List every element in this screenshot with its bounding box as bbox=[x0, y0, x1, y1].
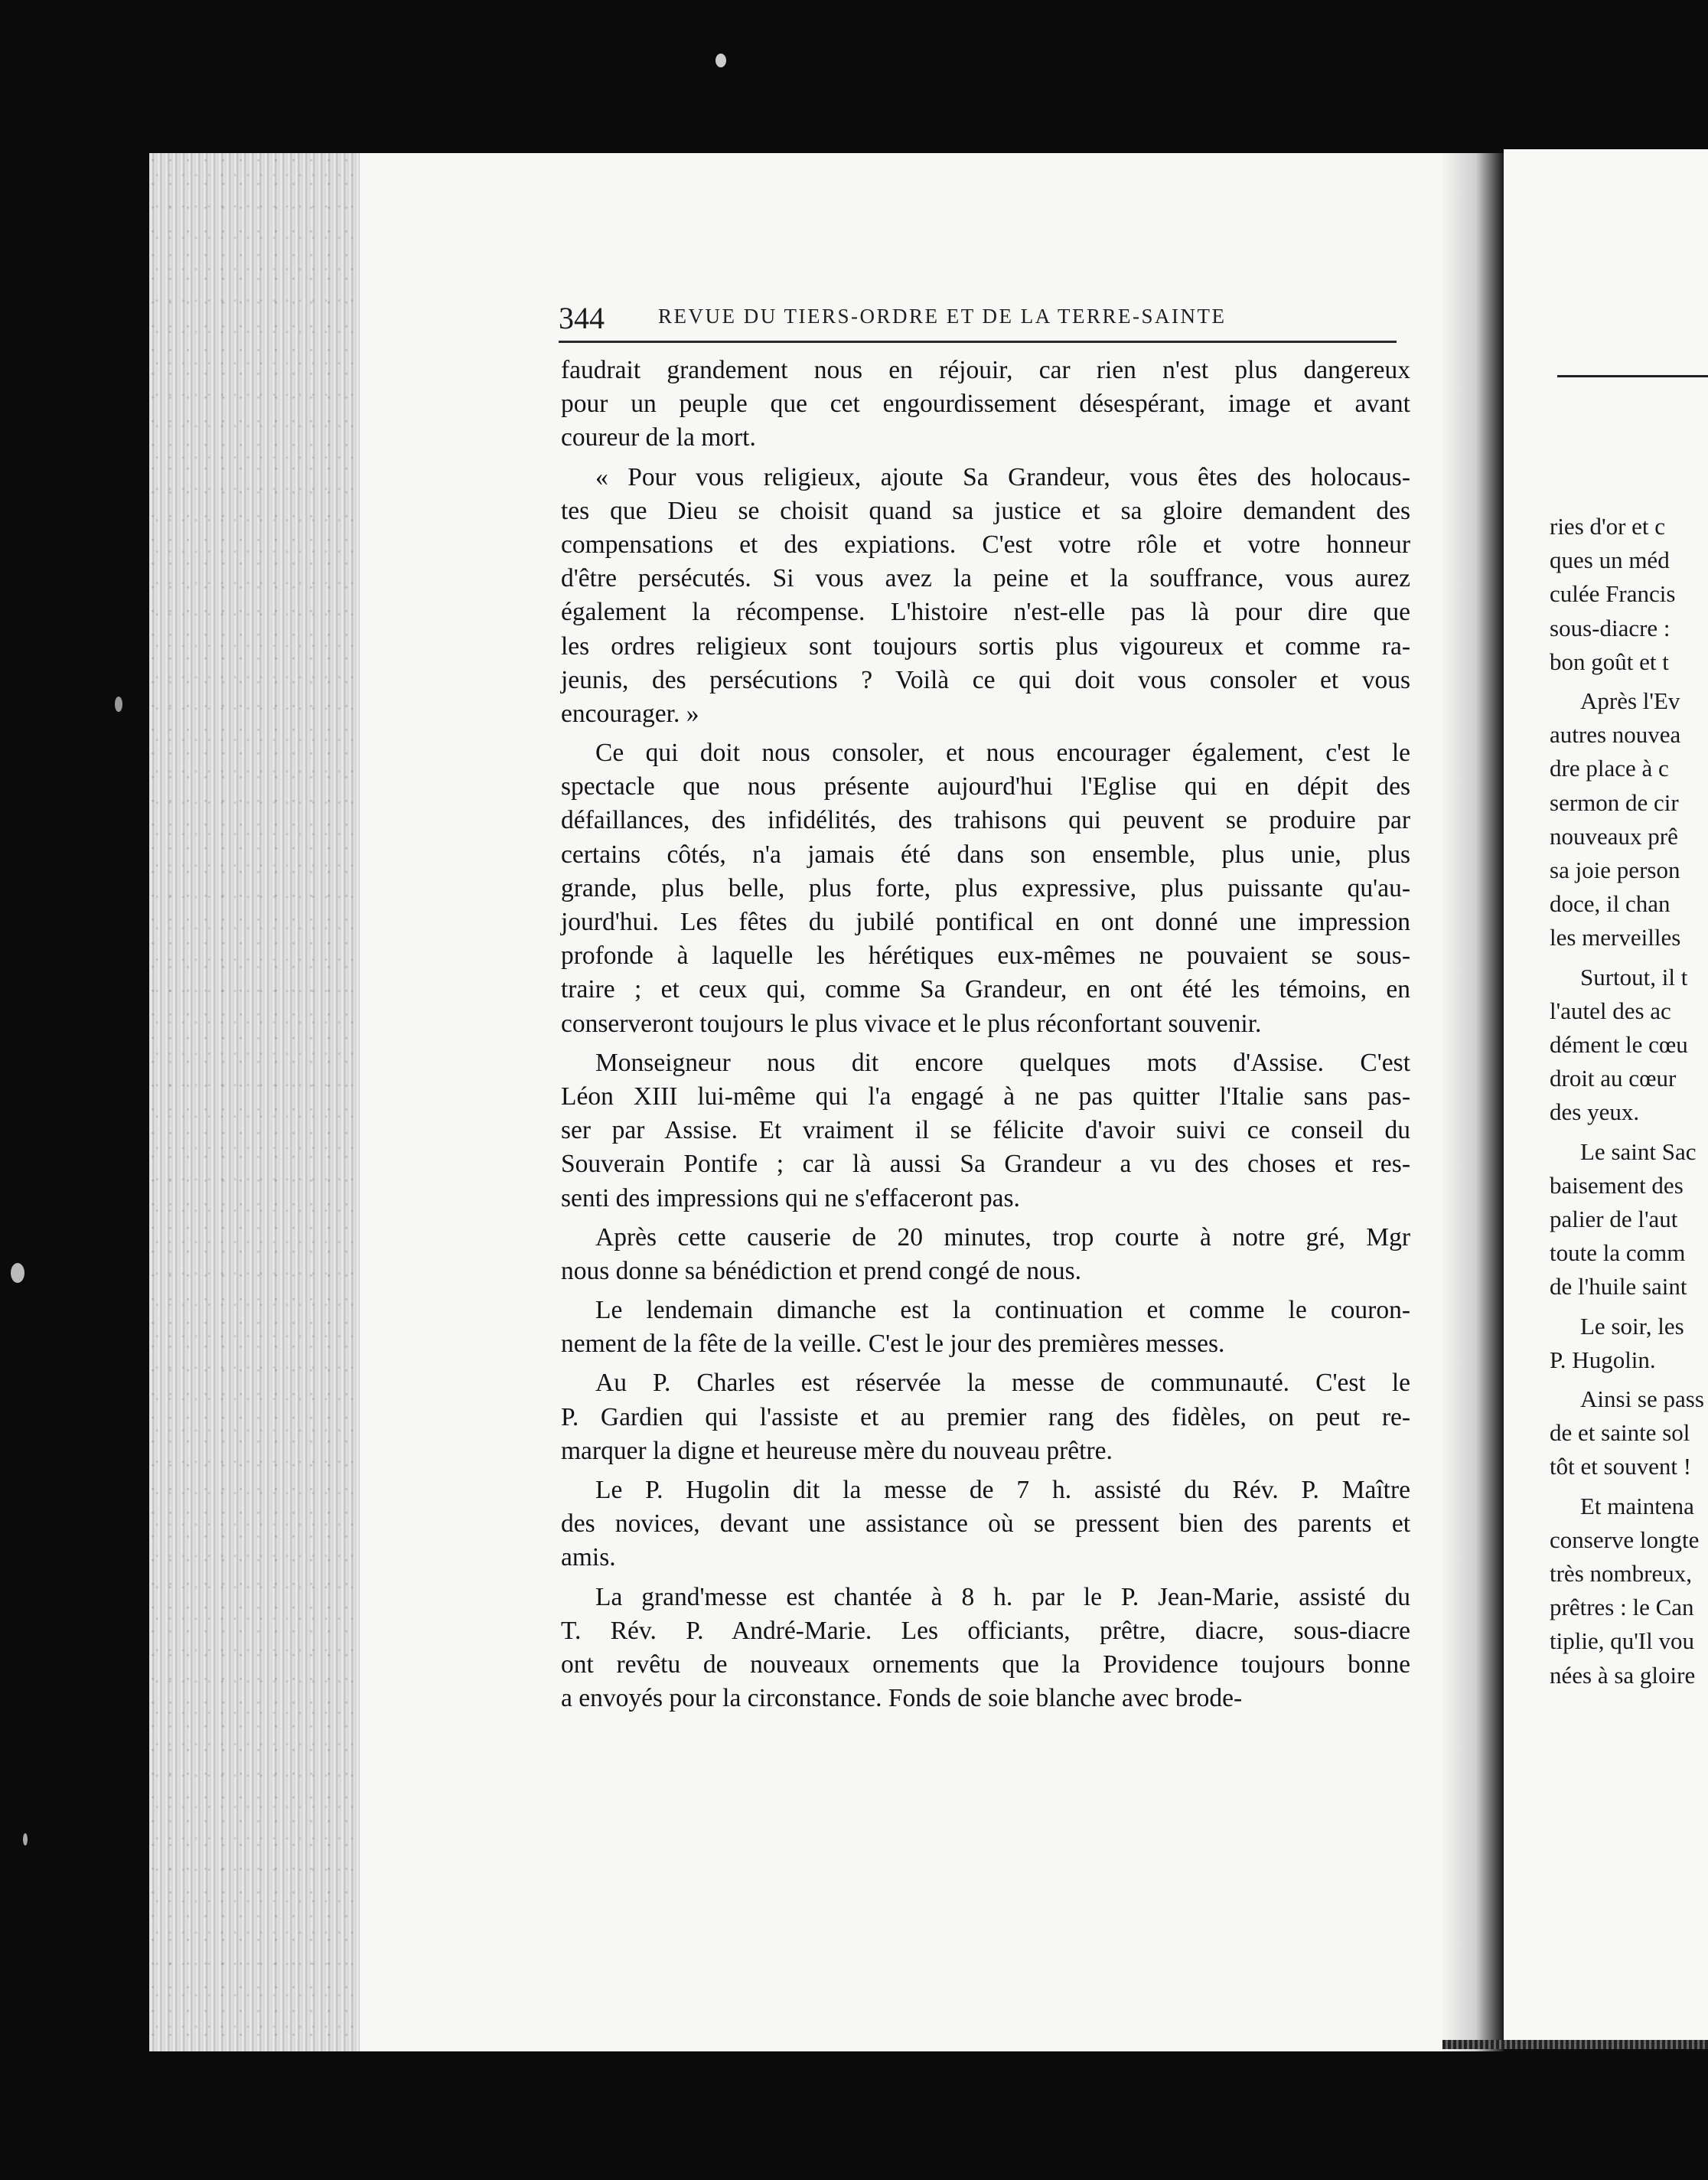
paragraph bbox=[561, 736, 1410, 1041]
paragraph bbox=[561, 1473, 1410, 1575]
text-line: Monseigneur nous dit encore quelques mots d'Assise. C'est bbox=[595, 1048, 1410, 1077]
paragraph bbox=[561, 1294, 1410, 1361]
paragraph bbox=[561, 461, 1410, 732]
text-line: La grand'messe est chantée à 8 h. par le P. Jean-Marie, assisté du bbox=[595, 1582, 1410, 1611]
right-page-line: sa joie person bbox=[1550, 857, 1680, 883]
right-page-line: ries d'or et c bbox=[1550, 513, 1666, 540]
text-line: profonde à laquelle les hérétiques eux-mêmes ne pouvaient se sous- bbox=[561, 942, 1410, 971]
text-line: encourager. » bbox=[561, 699, 699, 728]
book-page-edges bbox=[149, 153, 371, 2051]
text-line: défaillances, des infidélités, des trahisons qui peuvent se produire par bbox=[561, 806, 1410, 835]
right-page-line: tôt et souvent ! bbox=[1550, 1453, 1692, 1480]
text-line: compensations et des expiations. C'est votre rôle et votre honneur bbox=[561, 530, 1410, 559]
text-line: Le lendemain dimanche est la continuation et comme le couron- bbox=[595, 1296, 1410, 1325]
text-line: Le P. Hugolin dit la messe de 7 h. assisté du Rév. P. Maître bbox=[595, 1476, 1410, 1504]
right-page-line: ques un méd bbox=[1550, 547, 1670, 574]
text-line: jeunis, des persécutions ? Voilà ce qui doit vous consoler et vous bbox=[561, 665, 1410, 694]
right-page-line: Surtout, il t bbox=[1580, 963, 1688, 990]
right-page-line: baisement des bbox=[1550, 1171, 1684, 1199]
paragraph bbox=[561, 1046, 1410, 1216]
text-line: tes que Dieu se choisit quand sa justice et sa gloire demandent des bbox=[561, 496, 1410, 525]
text-line: grande, plus belle, plus forte, plus expressive, plus puissante qu'au- bbox=[561, 873, 1410, 902]
text-line: « Pour vous religieux, ajoute Sa Grandeur, vous êtes des holocaus- bbox=[595, 462, 1410, 491]
right-page-line: Le saint Sac bbox=[1580, 1137, 1697, 1165]
page-header bbox=[559, 300, 1416, 338]
text-line: T. Rév. P. André-Marie. Les officiants, prêtre, diacre, sous-diacre bbox=[561, 1616, 1410, 1645]
right-page-line: conserve longte bbox=[1550, 1526, 1700, 1553]
right-page-line: sermon de cir bbox=[1550, 788, 1679, 816]
dust-speck bbox=[11, 1263, 24, 1283]
text-line: Après cette causerie de 20 minutes, trop courte à notre gré, Mgr bbox=[595, 1222, 1410, 1252]
dust-speck bbox=[715, 54, 726, 67]
text-line: spectacle que nous présente aujourd'hui l'Eglise qui en dépit des bbox=[561, 772, 1410, 801]
text-line: également la récompense. L'histoire n'est-elle pas là pour dire que bbox=[561, 598, 1410, 627]
right-page-line: Ainsi se pass bbox=[1580, 1385, 1704, 1412]
text-line: marquer la digne et heureuse mère du nouveau prêtre. bbox=[561, 1436, 1113, 1465]
paragraph bbox=[561, 1366, 1410, 1468]
right-page-line: Et maintena bbox=[1580, 1492, 1694, 1519]
text-line: a envoyés pour la circonstance. Fonds de soie blanche avec brode- bbox=[561, 1684, 1243, 1713]
right-page-line: de l'huile saint bbox=[1550, 1273, 1687, 1300]
right-page-line: nouveaux prê bbox=[1550, 822, 1678, 850]
right-page-line: tiplie, qu'Il vou bbox=[1550, 1627, 1694, 1655]
text-line: Au P. Charles est réservée la messe de communauté. C'est le bbox=[595, 1369, 1410, 1398]
right-page-line: prêtres : le Can bbox=[1550, 1594, 1694, 1621]
text-line: Léon XIII lui-même qui l'a engagé à ne pas quitter l'Italie sans pas- bbox=[561, 1082, 1410, 1111]
right-page-line: dre place à c bbox=[1550, 755, 1669, 782]
text-line: faudrait grandement nous en réjouir, car rien n'est plus dangereux bbox=[561, 356, 1410, 384]
text-line: Souverain Pontife ; car là aussi Sa Grandeur a vu des choses et res- bbox=[561, 1150, 1410, 1179]
text-line: nement de la fête de la veille. C'est le jour des premières messes. bbox=[561, 1330, 1225, 1359]
body-text bbox=[561, 354, 1410, 1715]
right-page-line: nées à sa gloire bbox=[1550, 1661, 1696, 1689]
text-line: pour un peuple que cet engourdissement désespérant, image et avant bbox=[561, 390, 1410, 419]
right-page-line: dément le cœu bbox=[1550, 1031, 1688, 1058]
text-line: des novices, devant une assistance où se pressent bien des parents et bbox=[561, 1509, 1410, 1539]
text-line: les ordres religieux sont toujours sortis plus vigoureux et comme ra- bbox=[561, 631, 1410, 661]
right-page-line: de et sainte sol bbox=[1550, 1419, 1690, 1447]
right-page-line: droit au cœur bbox=[1550, 1065, 1677, 1092]
right-page-line: palier de l'aut bbox=[1550, 1206, 1678, 1232]
text-line: certains côtés, n'a jamais été dans son ensemble, plus unie, plus bbox=[561, 840, 1410, 869]
paragraph bbox=[561, 1221, 1410, 1288]
running-title: REVUE DU TIERS-ORDRE ET DE LA TERRE-SAINTE bbox=[658, 305, 1227, 328]
dust-speck bbox=[115, 697, 122, 712]
text-line: ont revêtu de nouveaux ornements que la Providence toujours bonne bbox=[561, 1650, 1410, 1679]
right-page-line: P. Hugolin. bbox=[1550, 1346, 1656, 1373]
right-page-line: très nombreux, bbox=[1550, 1560, 1692, 1587]
right-page-line: sous-diacre : bbox=[1550, 614, 1671, 641]
text-line: nous donne sa bénédiction et prend congé de nous. bbox=[561, 1256, 1082, 1285]
right-page-line: les merveilles bbox=[1550, 924, 1681, 951]
right-page-line: des yeux. bbox=[1550, 1098, 1640, 1126]
text-line: d'être persécutés. Si vous avez la peine et la souffrance, vous aurez bbox=[561, 564, 1410, 593]
text-line: conserveront toujours le plus vivace et le plus réconfortant souvenir. bbox=[561, 1009, 1262, 1038]
right-page-line: Après l'Ev bbox=[1580, 687, 1680, 714]
text-line: amis. bbox=[561, 1543, 616, 1572]
text-line: jourd'hui. Les fêtes du jubilé pontifical en ont donné une impression bbox=[561, 908, 1410, 936]
right-page-line: l'autel des ac bbox=[1550, 997, 1671, 1024]
right-page-line: bon goût et t bbox=[1550, 648, 1669, 675]
right-page-line: toute la comm bbox=[1550, 1239, 1686, 1267]
text-line: senti des impressions qui ne s'effaceront pas. bbox=[561, 1183, 1020, 1212]
header-rule bbox=[559, 341, 1397, 343]
text-line: ser par Assise. Et vraiment il se félicite d'avoir suivi ce conseil du bbox=[561, 1116, 1410, 1145]
dust-speck bbox=[23, 1833, 28, 1845]
right-page-line: doce, il chan bbox=[1550, 890, 1671, 918]
paragraph bbox=[561, 1581, 1410, 1716]
text-line: coureur de la mort. bbox=[561, 423, 756, 452]
right-page bbox=[1504, 149, 1708, 2040]
page-number: 344 bbox=[559, 301, 605, 335]
right-header-rule bbox=[1557, 375, 1708, 377]
book-gutter bbox=[1442, 153, 1504, 2051]
paragraph bbox=[561, 354, 1410, 455]
right-page-line: culée Francis bbox=[1550, 580, 1676, 608]
right-page-line: autres nouvea bbox=[1550, 721, 1681, 749]
text-line: traire ; et ceux qui, comme Sa Grandeur, en ont été les témoins, en bbox=[561, 975, 1410, 1004]
right-page-line: Le soir, les bbox=[1580, 1312, 1684, 1340]
text-line: P. Gardien qui l'assiste et au premier rang des fidèles, on peut re- bbox=[561, 1402, 1410, 1431]
text-line: Ce qui doit nous consoler, et nous encourager également, c'est le bbox=[595, 739, 1410, 768]
book-bottom-edge bbox=[1442, 2040, 1708, 2049]
